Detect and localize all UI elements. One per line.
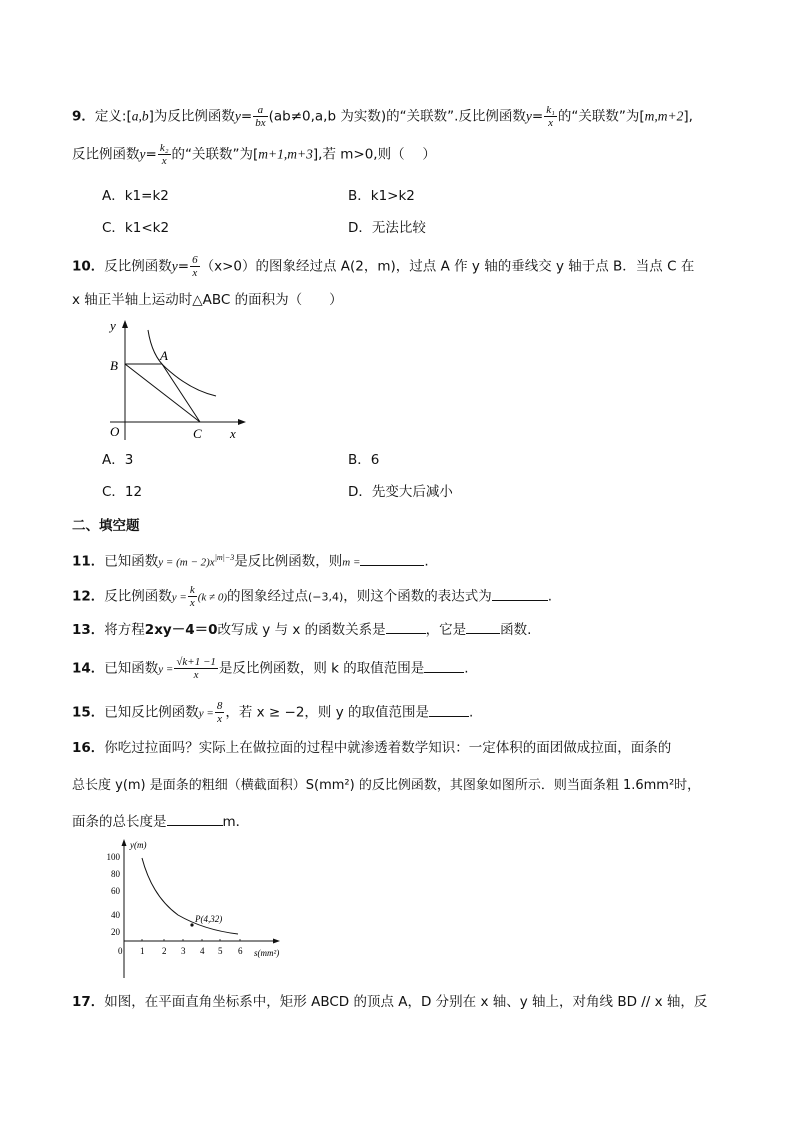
q10-fraction: $\frac{6}{x}$ [192, 254, 198, 279]
q16-ytick-40: 40 [111, 910, 120, 920]
q16-xtick-0: 0 [118, 946, 123, 956]
q16-xtick-5: 5 [218, 946, 223, 956]
q9-option-d: D．无法比较 [348, 220, 426, 236]
q16-point-p [190, 923, 193, 926]
q16-answer-blank[interactable] [167, 813, 223, 826]
q15-line: 15．已知反比例函数y = $\frac{8}{x}$ ，若 x ≥ −2，则 y 的取值范围是 . [72, 700, 474, 725]
q12-fraction: $\frac{k}{x}$ [189, 584, 195, 609]
q16-line1: 16．你吃过拉面吗？实际上在做拉面的过程中就渗透着数学知识：一定体积的面团做成拉面，面条的 [72, 740, 672, 756]
q13-answer-blank-1[interactable] [386, 621, 426, 634]
q10-line2: x 轴正半轴上运动时△ABC 的面积为（ ） [72, 292, 343, 308]
q11-line: 11．已知函数$y = (m - 2)x^{|m|-3}$是反比例函数，则m = . [72, 553, 429, 570]
q10-figure [100, 316, 250, 446]
q9-fraction-a-bx: $\frac{a}{bx}$ [255, 104, 266, 129]
q14-line: 14．已知函数y = $\frac{√k+1 -1}{x}$ 是反比例函数，则 k 的取值范围是 . [72, 656, 469, 681]
q16-xtick-6: 6 [238, 946, 243, 956]
q9-fraction-k1-x: $\frac{\text{k₁}}{x}$ [546, 104, 555, 129]
q15-fraction: $\frac{8}{x}$ [216, 700, 223, 725]
q9-fraction-k2-x: $\frac{\text{k₂}}{x}$ [159, 142, 169, 167]
q10-label-c: C [193, 426, 202, 441]
q11-answer-blank[interactable] [360, 553, 424, 566]
q16-ytick-60: 60 [111, 886, 120, 896]
q13-answer-blank-2[interactable] [466, 621, 500, 634]
q16-xtick-1: 1 [140, 946, 145, 956]
section-heading: 二、填空题 [72, 518, 140, 534]
q16-ytick-80: 80 [111, 869, 120, 879]
q16-xticks [118, 946, 243, 956]
q10-segment-bc [125, 364, 200, 422]
q9-line1: 9．定义:[a,b]为反比例函数y= $\frac{a}{bx}$ (ab≠0,a,b 为实数)的“关联数”.反比例函数y= $\frac{\text{k₁}}{x}$ 的“关联数”为[m,m+2], [72, 104, 693, 129]
q14-answer-blank[interactable] [424, 660, 464, 673]
q15-answer-blank[interactable] [429, 704, 469, 717]
q16-curve [142, 858, 238, 934]
q9-option-c: C．k1<k2 [102, 220, 170, 236]
q16-ytick-100: 100 [106, 852, 120, 862]
q10-option-d: D．先变大后减小 [348, 484, 453, 500]
q16-figure [94, 836, 300, 982]
q12-answer-blank[interactable] [492, 588, 548, 601]
q10-label-x: x [230, 426, 236, 441]
q16-xlabel: s(mm²) [254, 948, 280, 958]
q10-option-a: A．3 [102, 452, 134, 468]
q16-xtick-4: 4 [200, 946, 205, 956]
q16-line3: 面条的总长度是 m． [72, 814, 250, 830]
q13-line: 13．将方程2xy－4＝0改写成 y 与 x 的函数关系是 ，它是 函数. [72, 622, 532, 638]
q16-xtick-3: 3 [181, 946, 186, 956]
q16-x-arrow [273, 939, 280, 944]
q16-xtick-2: 2 [162, 946, 167, 956]
q10-line1: 10．反比例函数y= $\frac{6}{x}$ （x>0）的图象经过点 A(2，m)，过点 A 作 y 轴的垂线交 y 轴于点 B．当点 C 在 [72, 254, 695, 279]
q10-segment-ac [162, 364, 200, 422]
q16-point-label: P(4,32) [195, 914, 223, 924]
q9-option-b: B．k1>k2 [348, 188, 415, 204]
q16-line2: 总长度 y(m) 是面条的粗细（横截面积）S(mm²) 的反比例函数，其图象如图所示．则当面条粗 1.6mm²时， [72, 778, 701, 793]
q10-label-o: O [110, 424, 120, 439]
q12-line: 12．反比例函数y = $\frac{k}{x}$ (k ≠ 0)的图象经过点(−3,4)，则这个函数的表达式为 . [72, 584, 553, 609]
q10-option-b: B．6 [348, 452, 380, 468]
q10-label-a: A [160, 348, 168, 363]
q10-label-b: B [110, 358, 118, 373]
q14-fraction: $\frac{√k+1 -1}{x}$ [176, 656, 216, 681]
q9-option-a: A．k1=k2 [102, 188, 169, 204]
q10-hyperbola-curve [148, 330, 216, 396]
q10-option-c: C．12 [102, 484, 143, 500]
q10-number: 10． [72, 258, 105, 275]
q9-line2: 反比例函数y= $\frac{\text{k₂}}{x}$ 的“关联数”为[m+1,m+3],若 m>0,则（ ） [72, 142, 436, 167]
q16-yticks [107, 852, 121, 937]
q10-y-arrow [122, 320, 128, 328]
q16-ylabel: y(m) [130, 840, 147, 850]
q10-x-arrow [238, 419, 246, 425]
q10-label-y: y [110, 318, 116, 333]
q16-ytick-20: 20 [111, 927, 120, 937]
q17-line1: 17．如图，在平面直角坐标系中，矩形 ABCD 的顶点 A，D 分别在 x 轴、y 轴上，对角线 BD // x 轴，反 [72, 994, 708, 1010]
q9-number: 9． [72, 108, 95, 125]
q16-y-arrow [122, 839, 127, 846]
